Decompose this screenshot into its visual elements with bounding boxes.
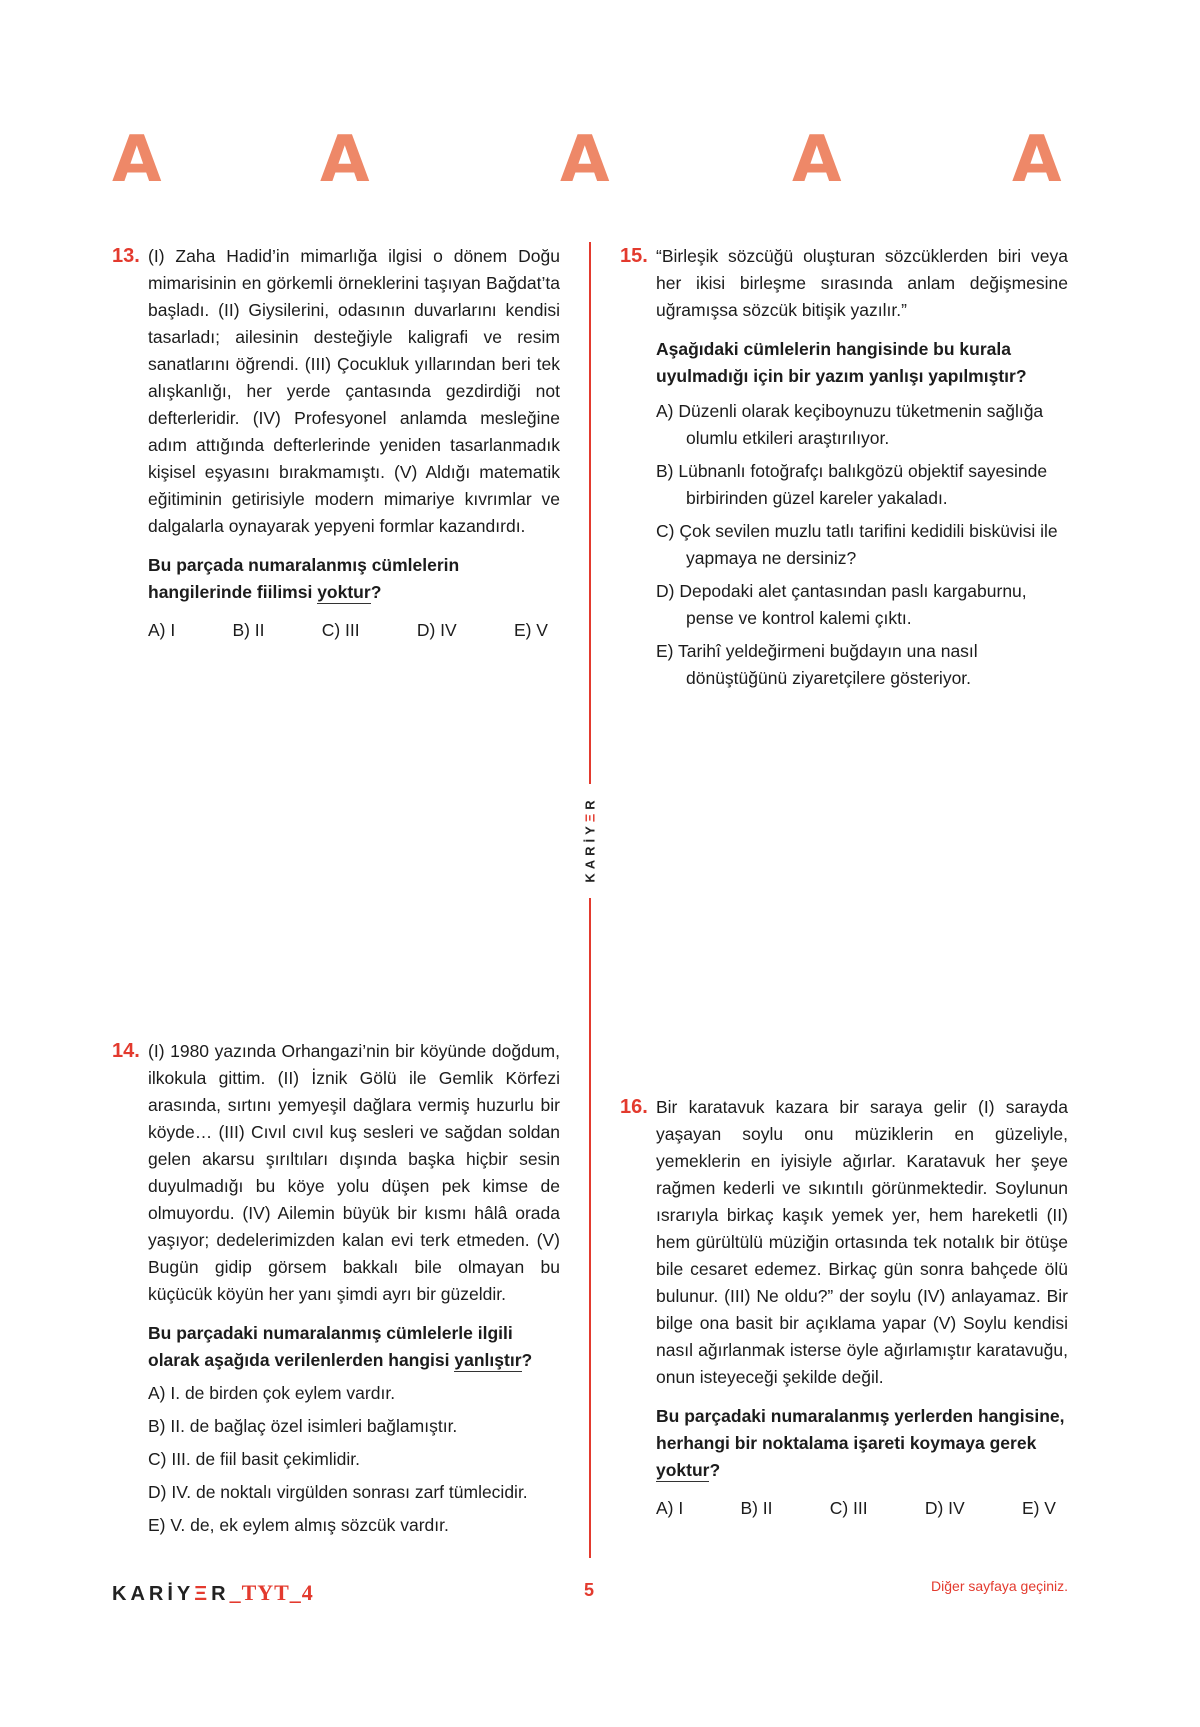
page-number: 5 (584, 1580, 595, 1600)
answer-options (656, 398, 1068, 692)
option-a[interactable]: A) I (656, 1498, 684, 1518)
question-passage: Bir karatavuk kazara bir saraya gelir (I) sarayda yaşayan soylu onu müziklerin en güzeliyle, yemeklerin en iyisiyle ağırlar. Karatavuk her şeye rağmen kederli ve sıkıntılı görünmektedir. Soylunun ısrarıyla birkaç kaşık yemek yer, hem hareketli (II) hem gürültülü müziğin ortasında tek notalık bir ötüşe bile cesaret edemez. Birkaç gün sonra bahçede ölü bulunur. (III) Ne oldu?” der soylu (IV) anlayamaz. Bir bilge ona basit bir açıklama yapar (V) Soylu kendisi nasıl ağırlanmak isterse öyle ağırlamıştır karatavuğu, onun isteyeceği şekilde değil. (656, 1097, 1068, 1387)
option-e[interactable]: E) Tarihî yeldeğirmeni buğdayın una nasıl dönüştüğünü ziyaretçilere gösteriyor. (656, 641, 978, 688)
underlined-word: yoktur (317, 582, 371, 602)
question-passage: (I) 1980 yazında Orhangazi’nin bir köyünde doğdum, ilkokula gittim. (II) İznik Gölü ile Gemlik Körfezi arasında, sırtını yemyeşil dağlara vermiş huzurlu bir köyde… (III) Cıvıl cıvıl kuş sesleri ve sağdan soldan gelen akarsu şırıltıları dışında başka hiçbir sesin duyulmadığı bu köye yolu düşen pek kimse de olmuyordu. (IV) Ailemin büyük bir kısmı hâlâ orada yaşıyor; dedelerimizden kalan evi terk etmeden. (V) Bugün gidip görsem bakkalı bile olmayan bu küçücük köyün her yanı şimdi ayrı bir güzeldir. (148, 1041, 560, 1304)
option-b[interactable]: B) Lübnanlı fotoğrafçı balıkgözü objektif sayesinde birbirinden güzel kareler yakaladı. (656, 461, 1048, 508)
underlined-word: yoktur (656, 1460, 710, 1480)
question-14 (112, 1038, 560, 1539)
option-d[interactable]: D) Depodaki alet çantasından paslı kargaburnu, pense ve kontrol kalemi çıktı. (656, 581, 1027, 628)
next-page-note: Diğer sayfaya geçiniz. (931, 1578, 1068, 1594)
booklet-letter: A (792, 123, 842, 197)
option-c[interactable]: C) III. de fiil basit çekimlidir. (148, 1449, 360, 1469)
option-a[interactable]: A) I (148, 620, 176, 640)
option-e[interactable]: E) V (1021, 1498, 1056, 1518)
answer-options (656, 1498, 1056, 1519)
question-15 (620, 243, 1068, 692)
booklet-letter: A (560, 123, 610, 197)
question-number: 16. (620, 1096, 648, 1118)
option-d[interactable]: D) IV (416, 620, 457, 640)
option-c[interactable]: C) III (829, 1498, 868, 1518)
question-number: 15. (620, 245, 648, 267)
answer-options (148, 1380, 560, 1539)
booklet-code: _TYT_4 (229, 1580, 314, 1605)
option-a[interactable]: A) Düzenli olarak keçiboynuzu tüketmenin sağlığa olumlu etkileri araştırılıyor. (656, 401, 1044, 448)
column-divider (589, 898, 591, 1558)
question-stem: Aşağıdaki cümlelerin hangisinde bu kurala uyulmadığı için bir yazım yanlışı yapılmıştır? (656, 339, 1027, 386)
question-13 (112, 243, 560, 641)
option-d[interactable]: D) IV. de noktalı virgülden sonrası zarf tümlecidir. (148, 1482, 528, 1502)
question-stem: Bu parçada numaralanmış cümlelerin hangilerinde fiilimsi yoktur? (148, 555, 460, 602)
answer-options (148, 620, 548, 641)
option-e[interactable]: E) V. de, ek eylem almış sözcük vardır. (148, 1515, 449, 1535)
option-b[interactable]: B) II (232, 620, 265, 640)
question-stem: Bu parçadaki numaralanmış cümlelerle ilgili olarak aşağıda verilenlerden hangisi yanlıştır? (148, 1323, 533, 1370)
option-c[interactable]: C) Çok sevilen muzlu tatlı tarifini kedidili bisküvisi ile yapmaya ne dersiniz? (656, 521, 1058, 568)
option-a[interactable]: A) I. de birden çok eylem vardır. (148, 1383, 396, 1403)
vertical-brand-logo: KARİYΞR (582, 796, 598, 883)
footer-brand-logo: KARİYΞR_TYT_4 (112, 1580, 314, 1605)
option-e[interactable]: E) V (513, 620, 548, 640)
underlined-word: yanlıştır (454, 1350, 522, 1370)
column-divider (589, 242, 591, 784)
option-d[interactable]: D) IV (924, 1498, 965, 1518)
booklet-letter: A (112, 123, 162, 197)
question-passage: “Birleşik sözcüğü oluşturan sözcüklerden biri veya her ikisi birleşme sırasında anlam değişmesine uğramışsa sözcük bitişik yazılır.” (656, 246, 1068, 320)
booklet-letter: A (320, 123, 370, 197)
question-16 (620, 1094, 1068, 1519)
question-stem: Bu parçadaki numaralanmış yerlerden hangisine, herhangi bir noktalama işareti koymaya gerek yoktur? (656, 1406, 1065, 1480)
booklet-letter: A (1012, 123, 1062, 197)
question-number: 13. (112, 245, 140, 267)
option-b[interactable]: B) II. de bağlaç özel isimleri bağlamıştır. (148, 1416, 458, 1436)
option-b[interactable]: B) II (740, 1498, 773, 1518)
question-number: 14. (112, 1040, 140, 1062)
question-passage: (I) Zaha Hadid’in mimarlığa ilgisi o dönem Doğu mimarisinin en görkemli örneklerini taşıyan Bağdat’ta başladı. (II) Giysilerini, odasının duvarlarını kendisi tasarladı; ailesinin desteğiyle kaligrafi ve resim sanatlarını öğrendi. (III) Çocukluk yıllarından beri tek alışkanlığı, her yerde çantasında gezdirdiği not defterleridir. (IV) Profesyonel anlamda mesleğine adım attığında defterlerinde yeniden tasarlanmadık kişisel eşyasını bırakmamıştı. (V) Aldığı matematik eğitiminin getirisiyle modern mimariye kıvrımlar ve dalgalarla oynayarak yepyeni formlar kazandırdı. (148, 246, 560, 536)
option-c[interactable]: C) III (321, 620, 360, 640)
